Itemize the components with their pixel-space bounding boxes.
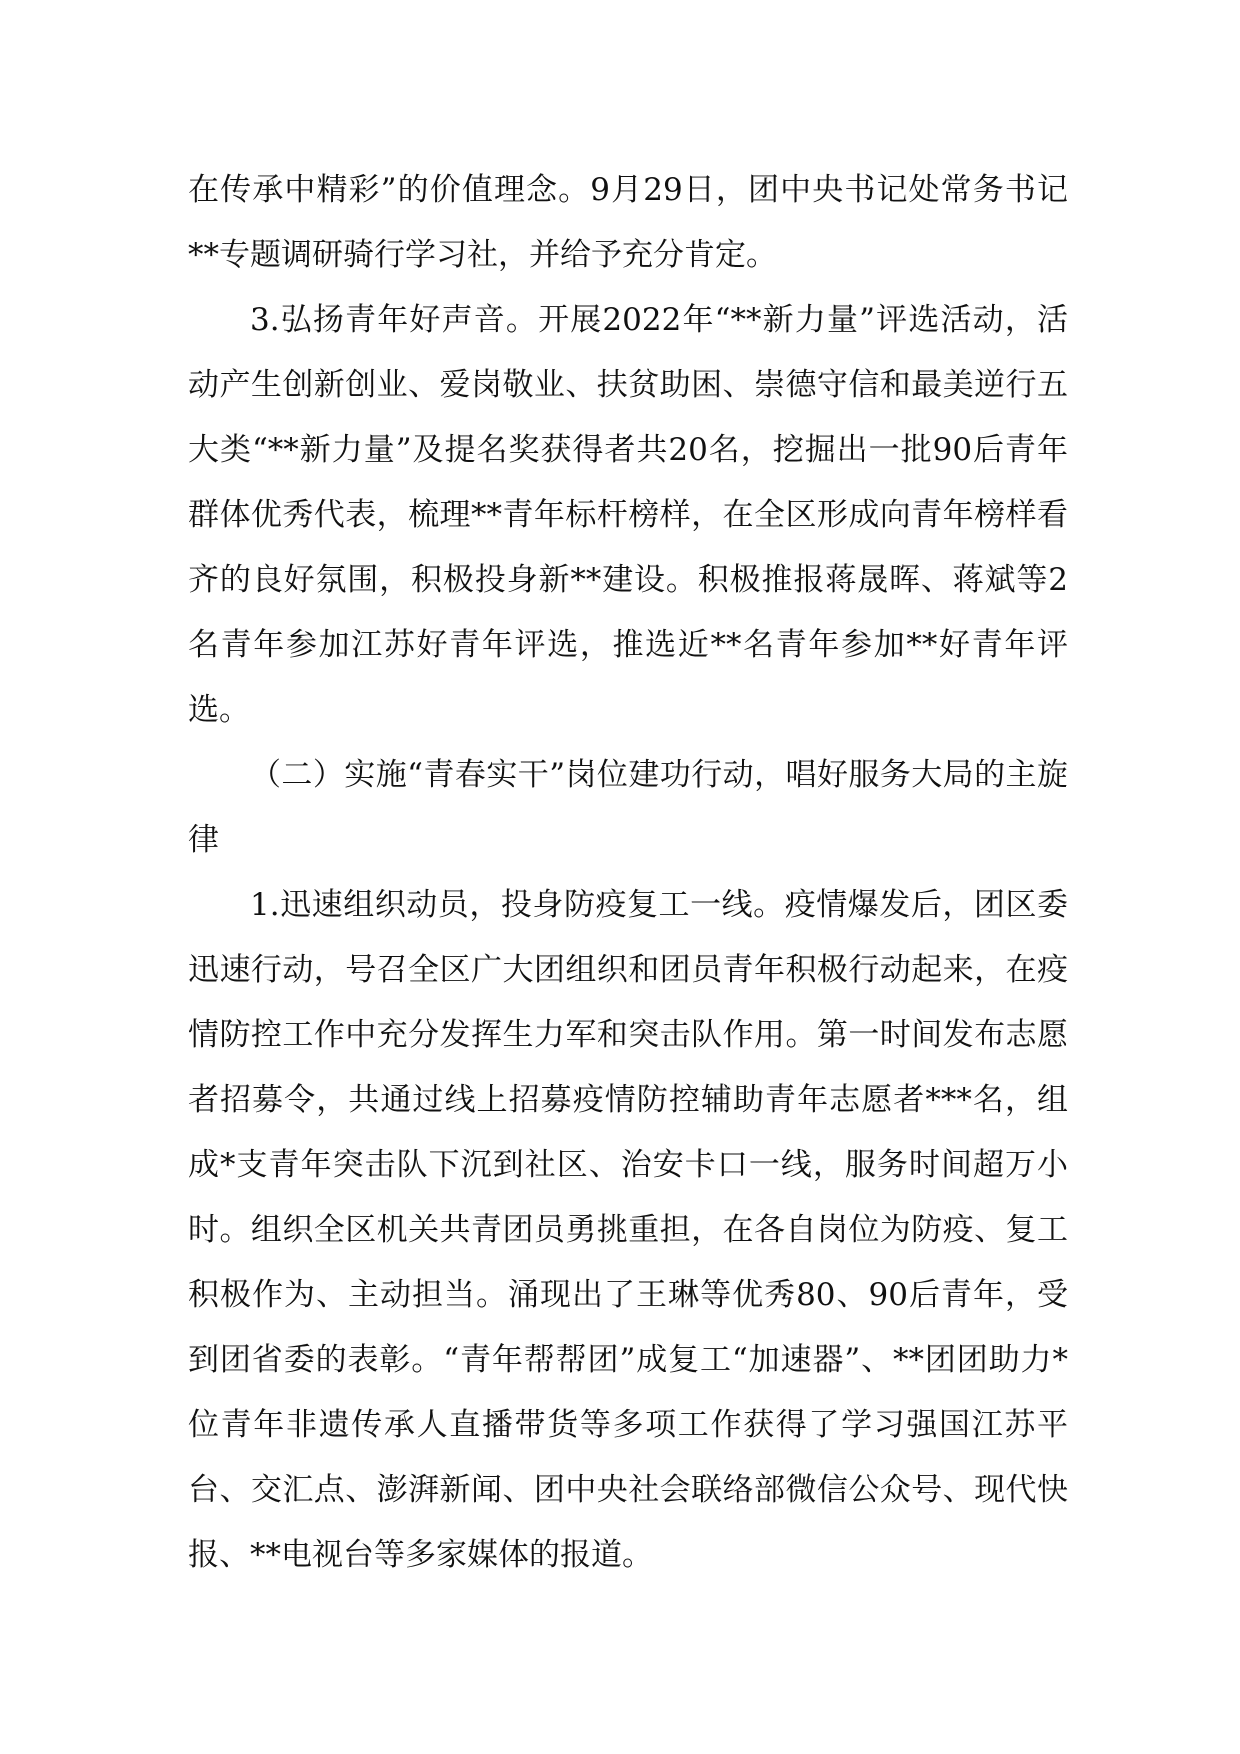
section-heading-two: （二）实施“青春实干”岗位建功行动，唱好服务大局的主旋律 bbox=[188, 757, 1068, 858]
paragraph-continuation: 在传承中精彩”的价值理念。9月29日，团中央书记处常务书记**专题调研骑行学习社，并给予充分肯定。 bbox=[188, 172, 1068, 273]
paragraph-promote-youth-voice: 3.弘扬青年好声音。开展2022年“**新力量”评选活动，活动产生创新创业、爱岗敬业、扶贫助困、崇德守信和最美逆行五大类“**新力量”及提名奖获得者共20名，挖掘出一批90后青年群体优秀代表，梳理**青年标杆榜样，在全区形成向青年榜样看齐的良好氛围，积极投身新**建设。积极推报蒋晟晖、蒋斌等2名青年参加江苏好青年评选，推选近**名青年参加**好青年评选。 bbox=[188, 302, 1068, 728]
document-page bbox=[188, 158, 1068, 1588]
paragraph-epidemic-mobilization: 1.迅速组织动员，投身防疫复工一线。疫情爆发后，团区委迅速行动，号召全区广大团组织和团员青年积极行动起来，在疫情防控工作中充分发挥生力军和突击队作用。第一时间发布志愿者招募令，共通过线上招募疫情防控辅助青年志愿者***名，组成*支青年突击队下沉到社区、治安卡口一线，服务时间超万小时。组织全区机关共青团员勇挑重担，在各自岗位为防疫、复工积极作为、主动担当。涌现出了王琳等优秀80、90后青年，受到团省委的表彰。“青年帮帮团”成复工“加速器”、**团团助力*位青年非遗传承人直播带货等多项工作获得了学习强国江苏平台、交汇点、澎湃新闻、团中央社会联络部微信公众号、现代快报、**电视台等多家媒体的报道。 bbox=[188, 887, 1068, 1573]
